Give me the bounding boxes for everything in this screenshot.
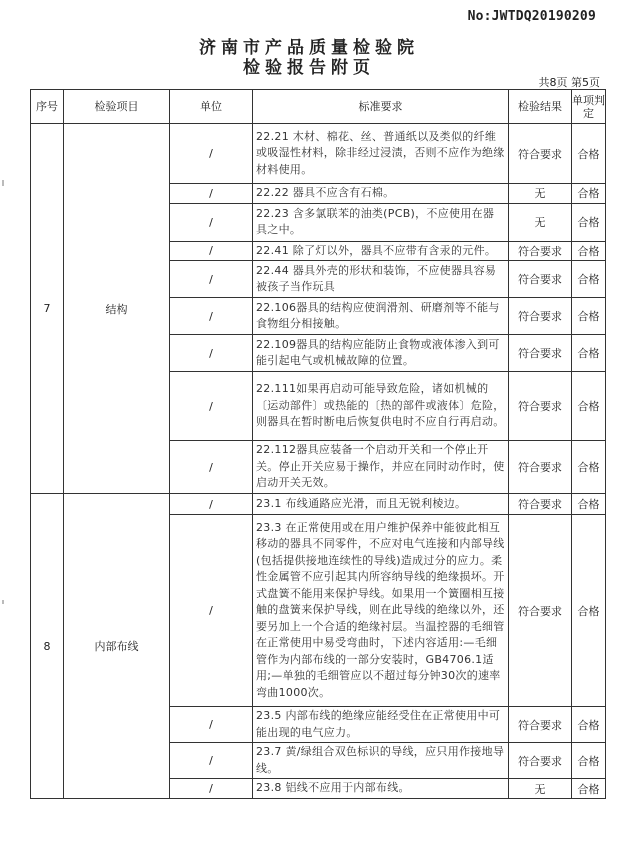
- standard-cell: 22.44 器具外壳的形状和装饰，不应使器具容易被孩子当作玩具: [253, 261, 509, 298]
- table-row: [31, 494, 606, 515]
- verdict-cell: 合格: [572, 441, 606, 494]
- scan-mark: [2, 600, 4, 604]
- verdict-cell: 合格: [572, 707, 606, 743]
- unit-cell: /: [170, 335, 253, 372]
- standard-cell: 23.7 黄/绿组合双色标识的导线，应只用作接地导线。: [253, 743, 509, 779]
- item-cell: 结构: [64, 124, 170, 494]
- standard-cell: 22.22 器具不应含有石棉。: [253, 184, 509, 204]
- result-cell: 符合要求: [509, 241, 572, 261]
- standard-cell: 22.23 含多氯联苯的油类(PCB)，不应使用在器具之中。: [253, 203, 509, 241]
- standard-cell: 23.1 布线通路应光滑，而且无锐利棱边。: [253, 494, 509, 515]
- result-cell: 无: [509, 184, 572, 204]
- verdict-cell: 合格: [572, 515, 606, 707]
- standard-cell: 22.112器具应装备一个启动开关和一个停止开关。停止开关应易于操作，并应在同时动作时，使启动开关无效。: [253, 441, 509, 494]
- unit-cell: /: [170, 184, 253, 204]
- standard-cell: 23.5 内部布线的绝缘应能经受住在正常使用中可能出现的电气应力。: [253, 707, 509, 743]
- header-row: [31, 90, 606, 124]
- header-unit: 单位: [170, 90, 253, 124]
- header-item: 检验项目: [64, 90, 170, 124]
- result-cell: 无: [509, 203, 572, 241]
- result-cell: 符合要求: [509, 335, 572, 372]
- result-cell: 符合要求: [509, 743, 572, 779]
- unit-cell: /: [170, 779, 253, 799]
- standard-cell: 22.109器具的结构应能防止食物或液体渗入到可能引起电气或机械故障的位置。: [253, 335, 509, 372]
- unit-cell: /: [170, 241, 253, 261]
- result-cell: 符合要求: [509, 372, 572, 441]
- scan-mark: [2, 180, 4, 186]
- verdict-cell: 合格: [572, 743, 606, 779]
- seq-cell: 8: [31, 494, 64, 799]
- unit-cell: /: [170, 261, 253, 298]
- header-verdict: 单项判定: [572, 90, 606, 124]
- verdict-cell: 合格: [572, 124, 606, 184]
- document-number: No:JWTDQ20190209: [467, 9, 596, 24]
- unit-cell: /: [170, 203, 253, 241]
- verdict-cell: 合格: [572, 203, 606, 241]
- unit-cell: /: [170, 372, 253, 441]
- item-cell: 内部布线: [64, 494, 170, 799]
- header-result: 检验结果: [509, 90, 572, 124]
- unit-cell: /: [170, 707, 253, 743]
- standard-cell: 22.106器具的结构应使润滑剂、研磨剂等不能与食物组分相接触。: [253, 298, 509, 335]
- page-info: 共8页 第5页: [538, 76, 600, 89]
- verdict-cell: 合格: [572, 184, 606, 204]
- result-cell: 符合要求: [509, 261, 572, 298]
- result-cell: 符合要求: [509, 707, 572, 743]
- unit-cell: /: [170, 743, 253, 779]
- verdict-cell: 合格: [572, 335, 606, 372]
- seq-cell: 7: [31, 124, 64, 494]
- header-seq: 序号: [31, 90, 64, 124]
- verdict-cell: 合格: [572, 779, 606, 799]
- verdict-cell: 合格: [572, 261, 606, 298]
- verdict-cell: 合格: [572, 298, 606, 335]
- result-cell: 无: [509, 779, 572, 799]
- result-cell: 符合要求: [509, 494, 572, 515]
- standard-cell: 22.111如果再启动可能导致危险，诸如机械的〔运动部件〕或热能的〔热的部件或液体〕危险，则器具在暂时断电后恢复供电时不应自行再启动。: [253, 372, 509, 441]
- result-cell: 符合要求: [509, 515, 572, 707]
- verdict-cell: 合格: [572, 494, 606, 515]
- unit-cell: /: [170, 515, 253, 707]
- header-standard: 标准要求: [253, 90, 509, 124]
- table-row: [31, 124, 606, 184]
- institute-title: 济南市产品质量检验院: [199, 38, 419, 58]
- unit-cell: /: [170, 124, 253, 184]
- standard-cell: 22.21 木材、棉花、丝、普通纸以及类似的纤维或吸湿性材料，除非经过浸渍，否则不应作为绝缘材料使用。: [253, 124, 509, 184]
- inspection-table: [30, 89, 606, 799]
- verdict-cell: 合格: [572, 372, 606, 441]
- result-cell: 符合要求: [509, 298, 572, 335]
- standard-cell: 23.8 铝线不应用于内部布线。: [253, 779, 509, 799]
- result-cell: 符合要求: [509, 441, 572, 494]
- unit-cell: /: [170, 441, 253, 494]
- report-title: 检验报告附页: [243, 58, 375, 78]
- unit-cell: /: [170, 494, 253, 515]
- unit-cell: /: [170, 298, 253, 335]
- verdict-cell: 合格: [572, 241, 606, 261]
- standard-cell: 23.3 在正常使用或在用户维护保养中能彼此相互移动的器具不同零件，不应对电气连接和内部导线(包括提供接地连续性的导线)造成过分的应力。柔性金属管不应引起其内所容纳导线的绝缘损坏。开式盘簧不能用来保护导线。如果用一个簧圈相互接触的盘簧来保护导线，则在此导线的绝缘以外，还要另加上一个合适的绝缘衬层。当温控器的毛细管在正常使用中易受弯曲时，下述内容适用:—毛细管作为内部布线的一部分安装时，GB4706.1适用;—单独的毛细管应以不超过每分钟30次的速率弯曲1000次。: [253, 515, 509, 707]
- result-cell: 符合要求: [509, 124, 572, 184]
- standard-cell: 22.41 除了灯以外，器具不应带有含汞的元件。: [253, 241, 509, 261]
